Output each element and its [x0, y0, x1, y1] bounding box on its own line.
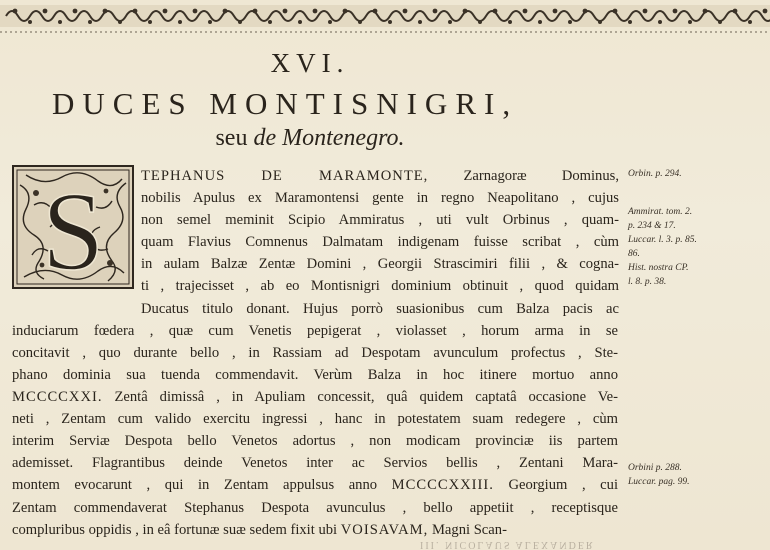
text-line	[12, 342, 618, 364]
bleed-through-text: III. NICOLAUS ALEXANDER	[420, 539, 595, 550]
text-line	[12, 452, 618, 474]
text-line	[12, 364, 618, 386]
text-span-pre: compluribus oppidis , in eâ fortunæ suæ sedem fixit ubi	[12, 522, 341, 538]
text-span-pre: Zentam commendaverat Stephanus Despota avunculus , bello appetiit , receptisque	[12, 500, 618, 516]
text-line	[12, 320, 618, 342]
text-span-sc: TEPHANUS DE MARAMONTE,	[141, 168, 429, 184]
text-span-pre: Ducatus titulo donant. Hujus porrò suasionibus cum Balza pacis ac	[141, 301, 619, 317]
text-span-pre: interim Serviæ Despota bello Venetos adortus , non modicam provinciæ iis partem	[12, 433, 618, 449]
text-line	[141, 275, 619, 297]
text-span-pre: ti , trajecisset , ab eo Montisnigri dominium obtinuit , quod quidam	[141, 278, 619, 294]
text-span-sc: MCCCCXXI.	[12, 389, 103, 405]
text-span-pre: concitavit , quo durante bello , in Rassiam ad Despotam avunculum profectus , Ste-	[12, 345, 618, 361]
text-span-pre: neti , Zentam cum valido exercitu ingressi , hanc in potestatem suam redegere , cùm	[12, 411, 618, 427]
text-span-post: Zentâ dimissâ , in Apuliam concessit, quâ quidem captatâ occasione Ve-	[102, 389, 618, 405]
text-line	[141, 298, 619, 320]
text-line	[12, 386, 618, 408]
text-line	[12, 474, 618, 496]
text-line	[12, 430, 618, 452]
text-line	[12, 408, 618, 430]
text-span-pre: quam Flavius Comnenus Dalmatam indigenam fuisse scribat , cùm	[141, 234, 619, 250]
text-line	[141, 187, 619, 209]
text-span-pre: phano dominia sua tuenda commendavit. Verùm Balza in hoc itinere mortuo anno	[12, 367, 618, 383]
subtitle-seu: seu	[215, 125, 248, 151]
text-span-pre: ademisset. Flagrantibus deinde Venetos inter ac Servios bellis , Zentani Mara-	[12, 455, 618, 471]
text-line	[141, 165, 619, 187]
page-subtitle	[0, 125, 620, 152]
text-span-post: Georgium , cui	[493, 477, 618, 493]
margin-note: Luccar. l. 3. p. 85.	[628, 235, 697, 245]
text-line	[12, 497, 618, 519]
text-span-sc: MCCCCXXIII.	[391, 477, 494, 493]
margin-note: Orbini p. 288.	[628, 463, 682, 473]
subtitle-de: de	[253, 125, 277, 151]
text-span-pre: in aulam Balzæ Zentæ Domini , Georgii Strascimiri filii , & cogna-	[141, 256, 619, 272]
text-span-post: Magni Scan-	[428, 522, 507, 538]
subtitle-place: Montenegro.	[282, 125, 405, 151]
text-span-pre: montem evocarunt , qui in Zentam appulsus anno	[12, 477, 392, 493]
margin-note: Luccar. pag. 99.	[628, 477, 690, 487]
drop-cap-initial	[12, 165, 134, 289]
chapter-number: XVI.	[270, 48, 350, 78]
margin-note: Orbin. p. 294.	[628, 169, 682, 179]
margin-note: p. 234 & 17.	[628, 221, 676, 231]
margin-note: 86.	[628, 249, 640, 259]
text-line	[141, 231, 619, 253]
margin-note: l. 8. p. 38.	[628, 277, 667, 287]
text-span-post: Zarnagoræ Dominus,	[428, 168, 619, 184]
text-span-pre: nobilis Apulus ex Maramontensi gente in regno Neapolitano , cujus	[141, 190, 619, 206]
margin-note: Hist. nostra CP.	[628, 263, 689, 273]
margin-note: Ammirat. tom. 2.	[628, 207, 693, 217]
page-title: DUCES MONTISNIGRI,	[52, 86, 519, 121]
text-span-pre: non semel meminit Scipio Ammiratus , uti vult Orbinus , quam-	[141, 212, 619, 228]
drop-cap-letter: S	[41, 170, 105, 289]
text-span-pre: induciarum fœdera , quæ cum Venetis pepigerat , violasset , horum arma in se	[12, 323, 618, 339]
text-span-sc: VOISAVAM,	[340, 522, 429, 538]
text-line	[141, 209, 619, 231]
text-line	[141, 253, 619, 275]
header-ornament-band	[0, 2, 770, 36]
